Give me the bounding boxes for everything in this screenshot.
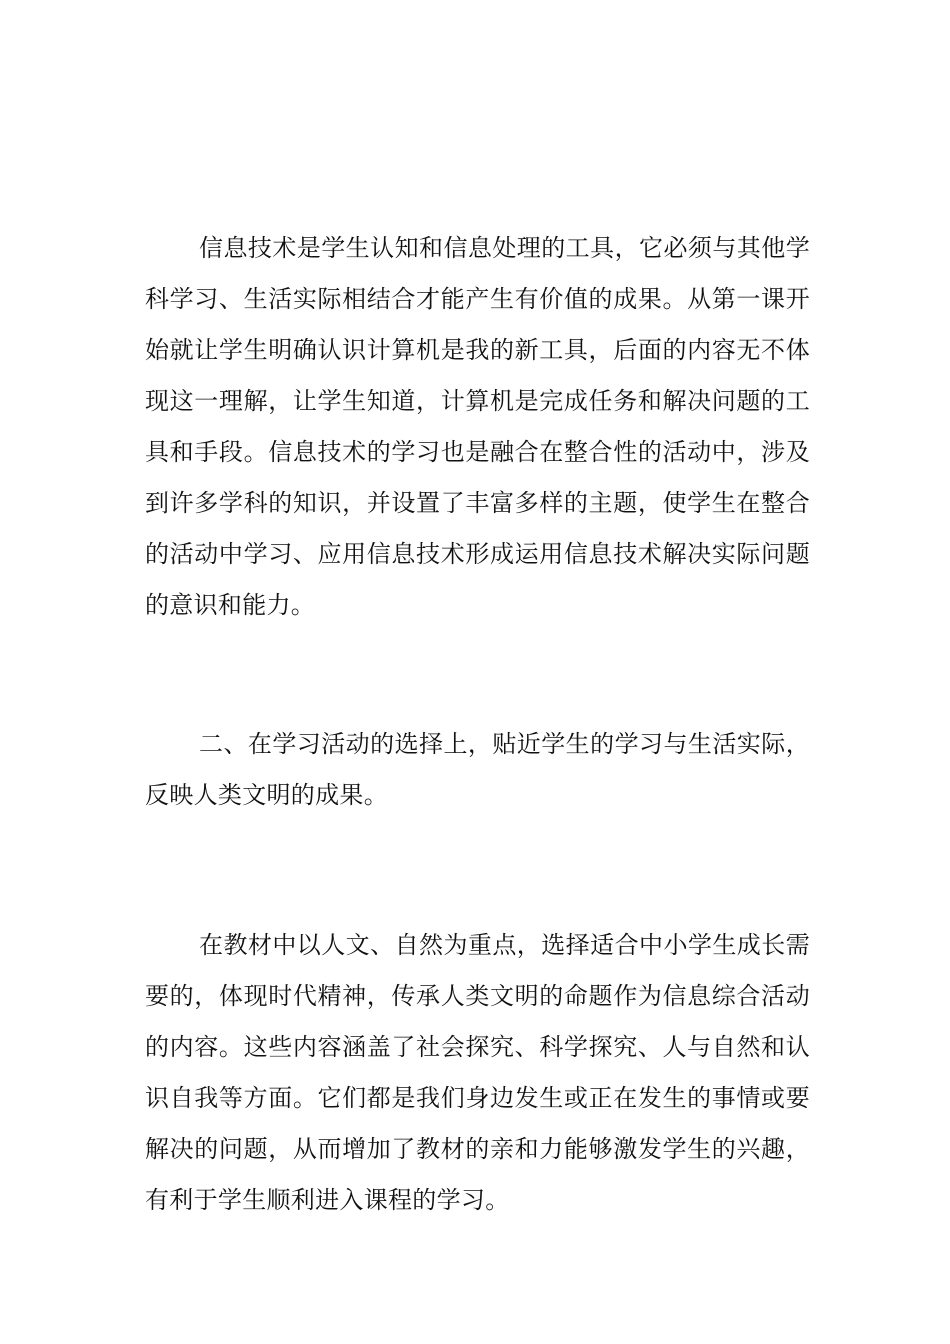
- section-heading-paragraph: 二、在学习活动的选择上，贴近学生的学习与生活实际，反映人类文明的成果。: [145, 730, 810, 809]
- body-paragraph: 信息技术是学生认知和信息处理的工具，它必须与其他学科学习、生活实际相结合才能产生有价值的成果。从第一课开始就让学生明确认识计算机是我的新工具，后面的内容无不体现这一理解，让学生知道，计算机是完成任务和解决问题的工具和手段。信息技术的学习也是融合在整合性的活动中，涉及到许多学科的知识，并设置了丰富多样的主题，使学生在整合的活动中学习、应用信息技术形成运用信息技术解决实际问题的意识和能力。: [145, 234, 810, 619]
- body-paragraph: 在教材中以人文、自然为重点，选择适合中小学生成长需要的，体现时代精神，传承人类文明的命题作为信息综合活动的内容。这些内容涵盖了社会探究、科学探究、人与自然和认识自我等方面。它们都是我们身边发生或正在发生的事情或要解决的问题，从而增加了教材的亲和力能够激发学生的兴趣，有利于学生顺利进入课程的学习。: [145, 931, 810, 1214]
